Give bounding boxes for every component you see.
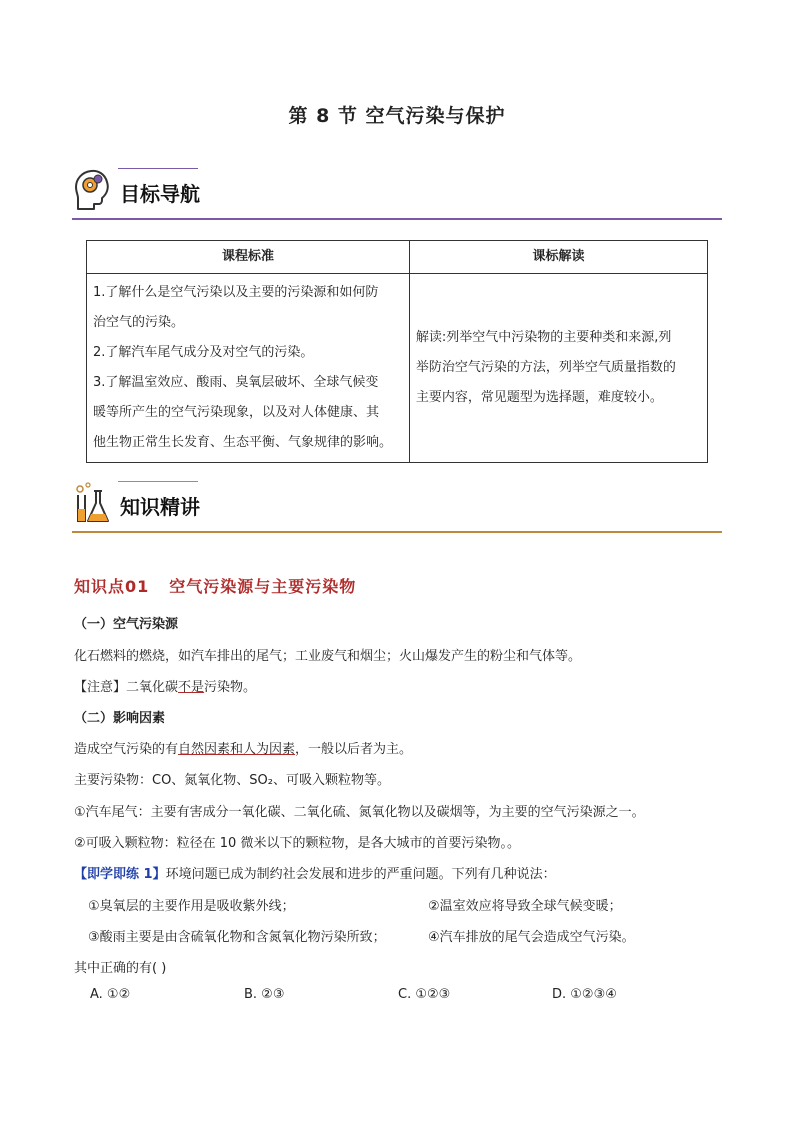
table-row — [87, 274, 708, 463]
section-header-goals — [72, 168, 722, 220]
standard-line: 暖等所产生的空气污染现象，以及对人体健康、其 — [93, 405, 380, 420]
interpretation-cell — [409, 274, 707, 463]
standard-line: 3.了解温室效应、酸雨、臭氧层破坏、全球气候变 — [93, 375, 379, 390]
interpretation-line: 举防治空气污染的方法，列举空气质量指数的 — [415, 360, 676, 375]
subheading-factors: （二）影响因素 — [74, 711, 166, 726]
section-top-rule — [118, 168, 198, 169]
paragraph-factors — [74, 738, 412, 757]
option-c[interactable]: C. ①②③ — [398, 987, 451, 1002]
paragraph-vehicle-exhaust: ①汽车尾气：主要有害成分一氧化碳、二氧化硫、氮氧化物以及碳烟等，为主要的空气污染源之一。 — [74, 805, 645, 820]
question-text: 其中正确的有( ) — [74, 961, 167, 976]
factors-emphasis: 自然因素和人为因素 — [178, 742, 296, 757]
factors-prefix: 造成空气污染的有 — [74, 742, 179, 757]
paragraph-particulates: ②可吸入颗粒物：粒径在 10 微米以下的颗粒物，是各大城市的首要污染物。。 — [74, 836, 520, 851]
statement-1: ①臭氧层的主要作用是吸收紫外线； — [88, 899, 295, 914]
statement-2: ②温室效应将导致全球气候变暖； — [428, 899, 622, 914]
option-b[interactable]: B. ②③ — [244, 987, 285, 1002]
statement-3: ③酸雨主要是由含硫氧化物和含氮氧化物污染所致； — [88, 930, 386, 945]
exercise-stem-text: 环境问题已成为制约社会发展和进步的严重问题。下列有几种说法： — [165, 867, 556, 882]
note-emphasis: 不是 — [178, 680, 205, 695]
subheading-pollution-sources: （一）空气污染源 — [74, 617, 179, 632]
option-d[interactable]: D. ①②③④ — [552, 987, 617, 1002]
section-title: 知识精讲 — [120, 495, 200, 519]
interpretation-line: 主要内容，常见题型为选择题，难度较小。 — [415, 390, 663, 405]
page-title: 第 8 节 空气污染与保护 — [288, 105, 506, 127]
knowledge-point-title: 空气污染源与主要污染物 — [169, 577, 357, 596]
standard-line: 2.了解汽车尾气成分及对空气的污染。 — [93, 345, 314, 360]
head-gears-icon — [72, 168, 112, 212]
section-title: 目标导航 — [120, 182, 200, 206]
standards-cell — [87, 274, 410, 463]
interpretation-line: 解读:列举空气中污染物的主要种类和来源,列 — [415, 330, 672, 345]
section-header-knowledge — [72, 481, 722, 533]
note-paragraph — [74, 676, 256, 695]
exercise-tag: 【即学即练 1】 — [74, 867, 166, 882]
standard-line: 他生物正常生长发育、生态平衡、气象规律的影响。 — [93, 435, 393, 450]
section-divider — [72, 531, 722, 533]
standards-table — [86, 240, 708, 463]
statement-4: ④汽车排放的尾气会造成空气污染。 — [428, 930, 635, 945]
section-divider — [72, 218, 722, 220]
column-header: 课程标准 — [87, 241, 410, 274]
table-header-row — [87, 241, 708, 274]
paragraph-main-pollutants: 主要污染物：CO、氮氧化物、SO₂、可吸入颗粒物等。 — [74, 773, 391, 788]
section-top-rule — [118, 481, 198, 482]
knowledge-point-label: 知识点01 — [74, 577, 150, 596]
note-suffix: 污染物。 — [204, 680, 257, 695]
knowledge-point-heading — [74, 574, 356, 597]
factors-suffix: ，一般以后者为主。 — [295, 742, 413, 757]
paragraph-sources: 化石燃料的燃烧，如汽车排出的尾气；工业废气和烟尘；火山爆发产生的粉尘和气体等。 — [74, 649, 582, 664]
standard-line: 治空气的污染。 — [93, 315, 185, 330]
exercise-stem — [74, 863, 556, 882]
option-a[interactable]: A. ①② — [90, 987, 131, 1002]
column-header: 课标解读 — [409, 241, 707, 274]
note-prefix: 【注意】二氧化碳 — [74, 680, 179, 695]
standard-line: 1.了解什么是空气污染以及主要的污染源和如何防 — [93, 285, 379, 300]
lab-flask-icon — [72, 481, 112, 525]
